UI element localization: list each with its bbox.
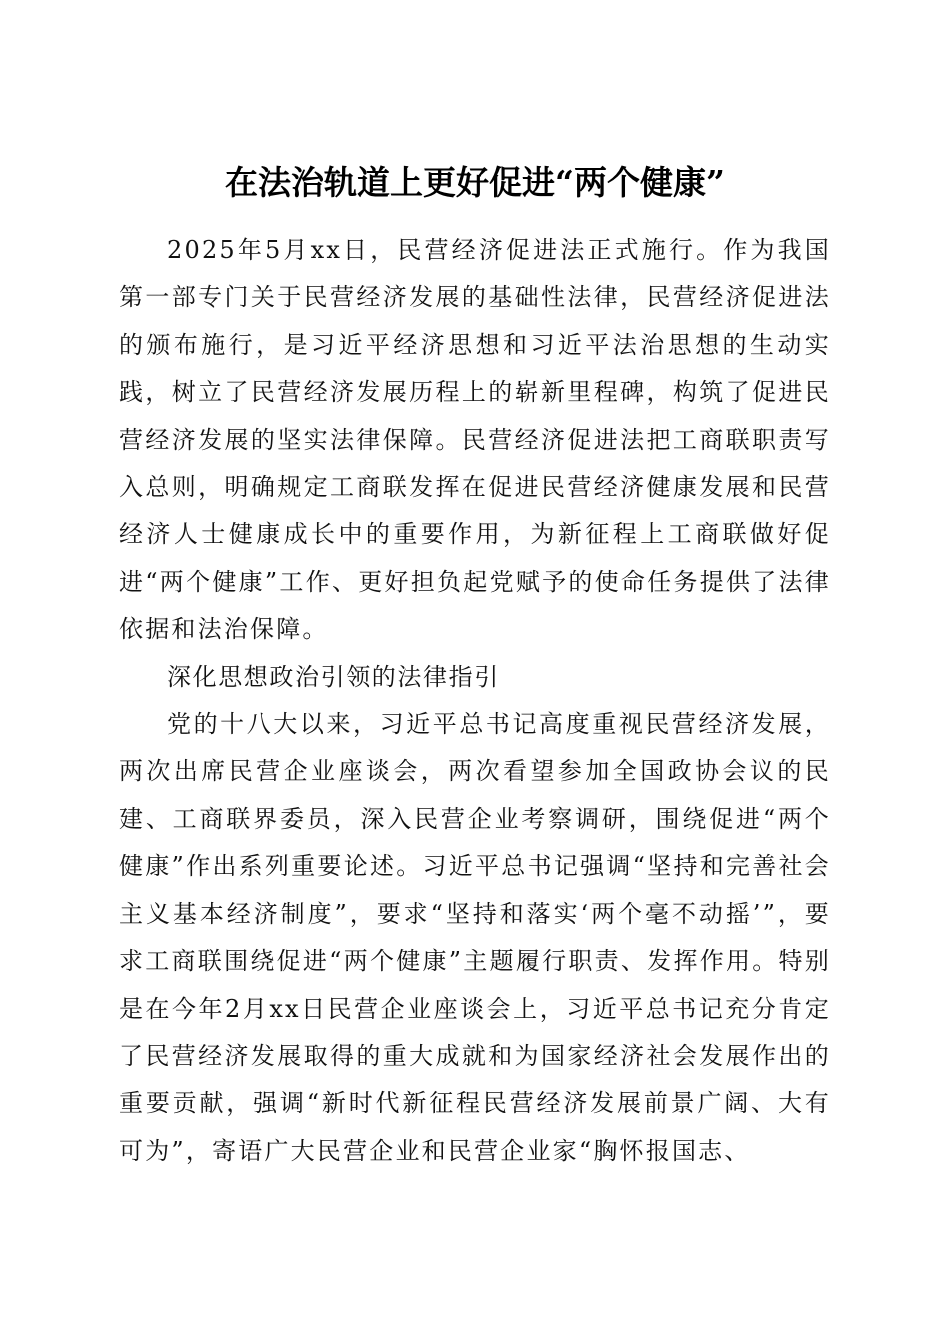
document-body xyxy=(119,227,831,1175)
paragraph-intro: 2025年5月xx日，民营经济促进法正式施行。作为我国第一部专门关于民营经济发展的基础性法律，民营经济促进法的颁布施行，是习近平经济思想和习近平法治思想的生动实践，树立了民营经济发展历程上的崭新里程碑，构筑了促进民营经济发展的坚实法律保障。民营经济促进法把工商联职责写入总则，明确规定工商联发挥在促进民营经济健康发展和民营经济人士健康成长中的重要作用，为新征程上工商联做好促进“两个健康”工作、更好担负起党赋予的使命任务提供了法律依据和法治保障。 xyxy=(119,236,831,644)
paragraph-section-1: 党的十八大以来，习近平总书记高度重视民营经济发展，两次出席民营企业座谈会，两次看望参加全国政协会议的民建、工商联界委员，深入民营企业考察调研，围绕促进“两个健康”作出系列重要论述。习近平总书记强调“坚持和完善社会主义基本经济制度”，要求“坚持和落实‘两个毫不动摇’”，要求工商联围绕促进“两个健康”主题履行职责、发挥作用。特别是在今年2月xx日民营企业座谈会上，习近平总书记充分肯定了民营经济发展取得的重大成就和为国家经济社会发展作出的重要贡献，强调“新时代新征程民营经济发展前景广阔、大有可为”，寄语广大民营企业和民营企业家“胸怀报国志、 xyxy=(119,710,831,1165)
section-heading: 深化思想政治引领的法律指引 xyxy=(167,662,500,691)
document-title: 在法治轨道上更好促进“两个健康” xyxy=(225,163,725,203)
